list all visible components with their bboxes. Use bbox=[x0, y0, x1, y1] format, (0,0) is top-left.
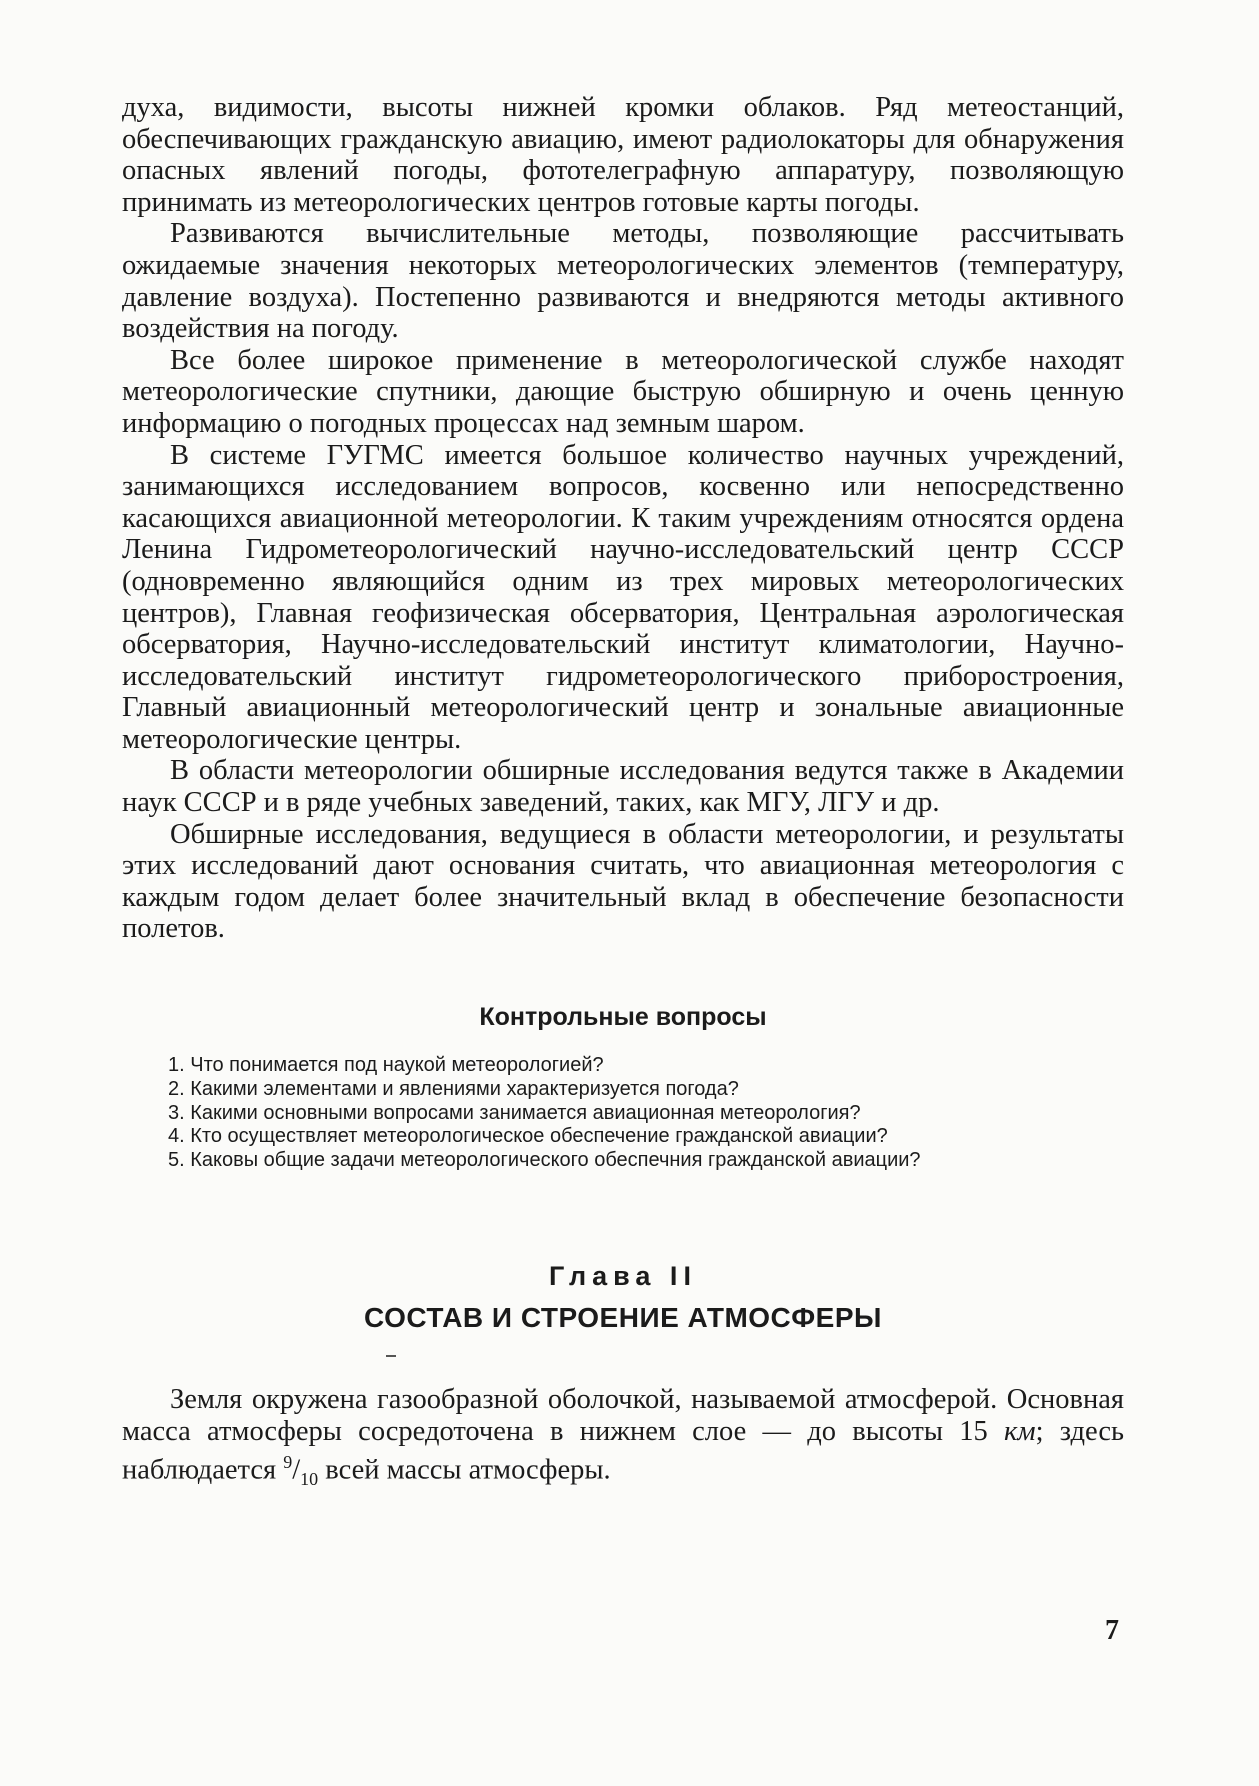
fraction-denominator: 10 bbox=[300, 1469, 319, 1490]
question-item: 3. Какими основными вопросами занимается авиационная метеорология? bbox=[168, 1101, 861, 1124]
page-body bbox=[122, 92, 1124, 1496]
questions-heading: Контрольные вопросы bbox=[479, 1003, 767, 1032]
chapter-title: СОСТАВ И СТРОЕНИЕ АТМОСФЕРЫ bbox=[364, 1302, 882, 1334]
chapter-text-before: Земля окружена газообразной оболочкой, называемой атмосферой. Основная масса атмосферы сосредоточена в нижнем слое — до высоты 15 bbox=[122, 1384, 1124, 1447]
question-item: 5. Каковы общие задачи метеорологического обеспечния гражданской авиации? bbox=[168, 1149, 921, 1172]
unit-km: км bbox=[1004, 1415, 1036, 1447]
question-item: 4. Кто осуществляет метеорологическое обеспечение гражданской авиации? bbox=[168, 1125, 888, 1148]
chapter-paragraph: Земля окружена газообразной оболочкой, называемой атмосферой. Основная масса атмосферы сосредоточена в нижнем слое — до высоты 15 км; здесь наблюдается $^9/_{10}$ всей массы атмосферы. bbox=[122, 1384, 1124, 1490]
paragraph-1: духа, видимости, высоты нижней кромки облаков. Ряд метеостанций, обеспечивающих гражданскую авиацию, имеют радиолокаторы для обнаружения опасных явлений погоды, фототелеграфную аппаратуру, позволяющую принимать из метеорологических центров готовые карты погоды. bbox=[122, 92, 1124, 218]
separator-dash bbox=[386, 1355, 396, 1357]
chapter-text-after: всей массы атмосферы. bbox=[318, 1454, 611, 1486]
paragraph-3: Все более широкое применение в метеорологической службе находят метеорологические спутники, дающие быструю обширную и очень ценную информацию о погодных процессах над земным шаром. bbox=[122, 344, 1124, 439]
question-item: 1. Что понимается под наукой метеорологией? bbox=[168, 1054, 604, 1077]
chapter-label: Глава II bbox=[549, 1261, 697, 1292]
question-item: 2. Какими элементами и явлениями характеризуется погода? bbox=[168, 1077, 739, 1100]
chapter-text-middle: ; здесь наблюдается bbox=[122, 1415, 1124, 1486]
paragraph-2: Развиваются вычислительные методы, позволяющие рассчитывать ожидаемые значения некоторых метеорологических элементов (температуру, давление воздуха). Постепенно развиваются и внедряются методы активного воздействия на погоду. bbox=[122, 218, 1124, 345]
page-number: 7 bbox=[1105, 1615, 1119, 1646]
paragraph-5: В области метеорологии обширные исследования ведутся также в Академии наук СССР и в ряде учебных заведений, таких, как МГУ, ЛГУ и др. bbox=[122, 755, 1124, 819]
paragraph-4: В системе ГУГМС имеется большое количество научных учреждений, занимающихся исследованием вопросов, косвенно или непосредственно касающихся авиационной метеорологии. К таким учреждениям относятся ордена Ленина Гидрометеорологический научно-исследовательский центр СССР (одновременно являющийся одним из трех мировых метеорологических центров), Главная геофизическая обсерватория, Центральная аэрологическая обсерватория, Научно-исследовательский институт климатологии, Научно-исследовательский институт гидрометеорологического приборостроения, Главный авиационный метеорологический центр и зональные авиационные метеорологические центры. bbox=[122, 439, 1124, 755]
fraction-numerator: 9 bbox=[283, 1452, 293, 1473]
questions-list bbox=[122, 1054, 1124, 1173]
paragraph-6: Обширные исследования, ведущиеся в области метеорологии, и результаты этих исследований дают основания считать, что авиационная метеорология с каждым годом делает более значительный вклад в обеспечение безопасности полетов. bbox=[122, 818, 1124, 945]
